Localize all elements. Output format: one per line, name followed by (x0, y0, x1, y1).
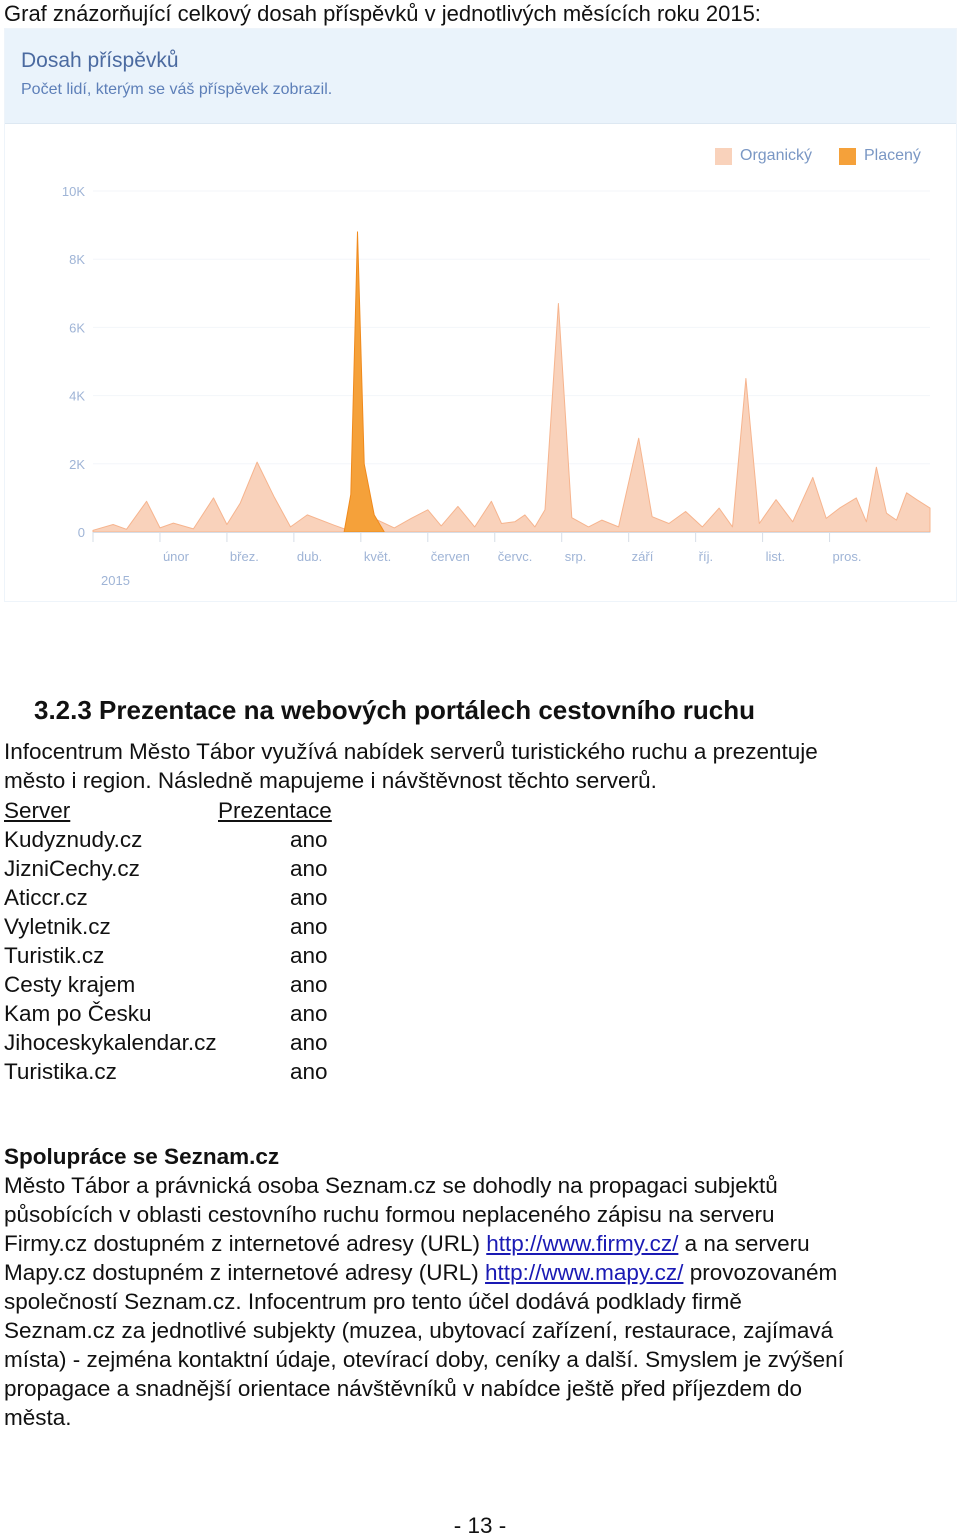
server-name: Turistik.cz (4, 943, 105, 968)
presentation-value: ano (290, 914, 328, 939)
presentation-value: ano (290, 972, 328, 997)
seznam-line-3-text-b: a na serveru (678, 1231, 810, 1256)
series-area-organic (93, 304, 930, 533)
table-row (4, 883, 332, 912)
page-number: - 13 - (453, 1513, 507, 1538)
section-heading: 3.2.3 Prezentace na webových portálech cestovního ruchu (34, 695, 756, 725)
table-row (4, 999, 332, 1028)
server-name: Cesty krajem (4, 972, 136, 997)
reach-area-chart (5, 29, 956, 601)
presentation-value: ano (290, 885, 328, 910)
presentation-value: ano (290, 856, 328, 881)
table-row (4, 825, 332, 854)
y-tick-label: 8K (69, 252, 85, 268)
seznam-line-5: společností Seznam.cz. Infocentrum pro tento účel dodává podklady firmě (4, 1289, 742, 1314)
intro-line-1: Infocentrum Město Tábor využívá nabídek serverů turistického ruchu a prezentuje (4, 739, 818, 764)
server-name: Vyletnik.cz (4, 914, 111, 939)
x-tick-label: dub. (296, 549, 323, 564)
chart-title: Dosah příspěvků (21, 49, 179, 72)
presentation-value: ano (290, 1030, 328, 1055)
y-tick-label: 10K (61, 184, 85, 199)
firmy-link[interactable]: http://www.firmy.cz/ (486, 1231, 679, 1256)
intro-line-2: město i region. Následně mapujeme i návštěvnost těchto serverů. (4, 768, 657, 793)
server-name: Aticcr.cz (4, 885, 88, 910)
presentation-value: ano (290, 943, 328, 968)
legend-label-organic: Organický (740, 147, 813, 164)
presentation-value: ano (290, 827, 328, 852)
x-year-label: 2015 (101, 573, 130, 588)
table-row (4, 970, 332, 999)
table-row (4, 912, 332, 941)
server-name: Kam po Česku (4, 1001, 152, 1026)
presentation-value: ano (290, 1059, 328, 1084)
table-row (4, 1028, 332, 1057)
x-tick-label: červc. (497, 549, 533, 564)
seznam-line-2: působících v oblasti cestovního ruchu formou neplaceného zápisu na serveru (4, 1202, 775, 1227)
header-presentation: Prezentace (218, 798, 332, 823)
seznam-line-4 (4, 1258, 955, 1287)
y-tick-label: 0 (77, 525, 85, 540)
server-name: Kudyznudy.cz (4, 827, 143, 852)
y-tick-label: 2K (69, 456, 85, 472)
legend-label-paid: Placený (864, 147, 921, 164)
chart-caption: Graf znázorňující celkový dosah příspěvků v jednotlivých měsících roku 2015: (4, 1, 761, 26)
seznam-line-9: města. (4, 1405, 72, 1430)
y-tick-label: 4K (69, 388, 85, 404)
reach-chart-panel (4, 28, 957, 602)
table-row (4, 854, 332, 883)
server-name: Turistika.cz (4, 1059, 117, 1084)
x-tick-label: břez. (229, 549, 259, 564)
x-tick-label: květ. (363, 549, 392, 564)
seznam-line-7: místa) - zejména kontaktní údaje, otevírací doby, ceníky a další. Smyslem je zvýšení (4, 1347, 844, 1372)
x-tick-label: list. (765, 549, 786, 564)
server-name: Jihoceskykalendar.cz (4, 1030, 217, 1055)
seznam-line-3-text-a: Firmy.cz dostupném z internetové adresy (URL) (4, 1231, 487, 1256)
y-tick-label: 6K (69, 320, 85, 336)
header-server: Server (4, 798, 71, 823)
server-table (4, 796, 332, 1086)
seznam-line-4-text-a: Mapy.cz dostupném z internetové adresy (URL) (4, 1260, 486, 1285)
x-tick-label: únor (162, 549, 189, 564)
x-tick-label: září (631, 549, 654, 564)
chart-subtitle: Počet lidí, kterým se váš příspěvek zobrazil. (21, 81, 333, 98)
seznam-line-3 (4, 1229, 955, 1258)
x-tick-label: srp. (564, 549, 587, 564)
seznam-line-4-text-b: provozovaném (683, 1260, 838, 1285)
table-row (4, 941, 332, 970)
x-tick-label: červen (430, 549, 470, 564)
seznam-line-8: propagace a snadnější orientace návštěvníků v nabídce ještě před příjezdem do (4, 1376, 803, 1401)
table-row (4, 1057, 332, 1086)
subsection-heading: Spolupráce se Seznam.cz (4, 1144, 280, 1169)
x-tick-label: říj. (698, 549, 714, 564)
mapy-link[interactable]: http://www.mapy.cz/ (485, 1260, 684, 1285)
presentation-value: ano (290, 1001, 328, 1026)
series-area-paid (344, 232, 384, 532)
seznam-line-6: Seznam.cz za jednotlivé subjekty (muzea, ubytovací zařízení, restaurace, zajímavá (4, 1318, 834, 1343)
server-name: JizniCechy.cz (4, 856, 140, 881)
server-table-header (4, 796, 332, 825)
x-tick-label: pros. (832, 549, 862, 564)
seznam-line-1: Město Tábor a právnická osoba Seznam.cz se dohodly na propagaci subjektů (4, 1173, 778, 1198)
